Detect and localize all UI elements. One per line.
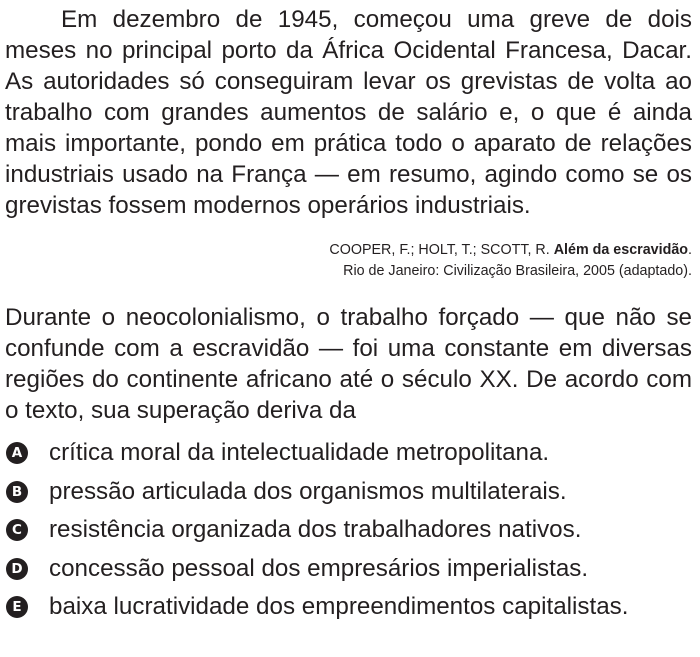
answer-option-e[interactable]	[5, 588, 692, 627]
answer-option-d[interactable]	[5, 550, 692, 589]
option-text-c: resistência organizada dos trabalhadores nativos.	[49, 516, 582, 544]
option-text-a: crítica moral da intelectualidade metropolitana.	[49, 439, 550, 467]
option-text-d: concessão pessoal dos empresários imperialistas.	[49, 554, 589, 582]
option-letter-e-icon: E	[6, 596, 28, 618]
option-text-e: baixa lucratividade dos empreendimentos capitalistas.	[49, 593, 629, 621]
answer-options	[5, 434, 692, 627]
source-passage: Em dezembro de 1945, começou uma greve de dois meses no principal porto da África Ocidental Francesa, Dacar. As autoridades só conseguiram levar os grevistas de volta ao trabalho com grandes aumentos de salário e, o que é ainda mais importante, pondo em prática todo o aparato de relações industriais usado na França — em resumo, agindo como se os grevistas fossem modernos operários industriais.	[5, 6, 692, 219]
option-letter-a-icon: A	[6, 442, 28, 464]
option-letter-b-icon: B	[6, 481, 28, 503]
option-letter-d-icon: D	[6, 558, 28, 580]
citation-authors: COOPER, F.; HOLT, T.; SCOTT, R.	[329, 242, 554, 258]
answer-option-c[interactable]	[5, 511, 692, 550]
citation-title-suffix: .	[688, 242, 692, 258]
option-text-b: pressão articulada dos organismos multilaterais.	[49, 477, 567, 505]
citation-line-1	[5, 240, 692, 261]
answer-option-b[interactable]	[5, 473, 692, 512]
citation-publisher: Rio de Janeiro: Civilização Brasileira, 2005 (adaptado).	[343, 262, 692, 279]
question-stem: Durante o neocolonialismo, o trabalho forçado — que não se confunde com a escravidão — foi uma constante em diversas regiões do continente africano até o século XX. De acordo com o texto, sua superação deriva da	[5, 304, 692, 424]
option-letter-c-icon: C	[6, 519, 28, 541]
answer-option-a[interactable]	[5, 434, 692, 473]
source-citation	[5, 240, 692, 281]
citation-book-title: Além da escravidão	[553, 242, 689, 258]
